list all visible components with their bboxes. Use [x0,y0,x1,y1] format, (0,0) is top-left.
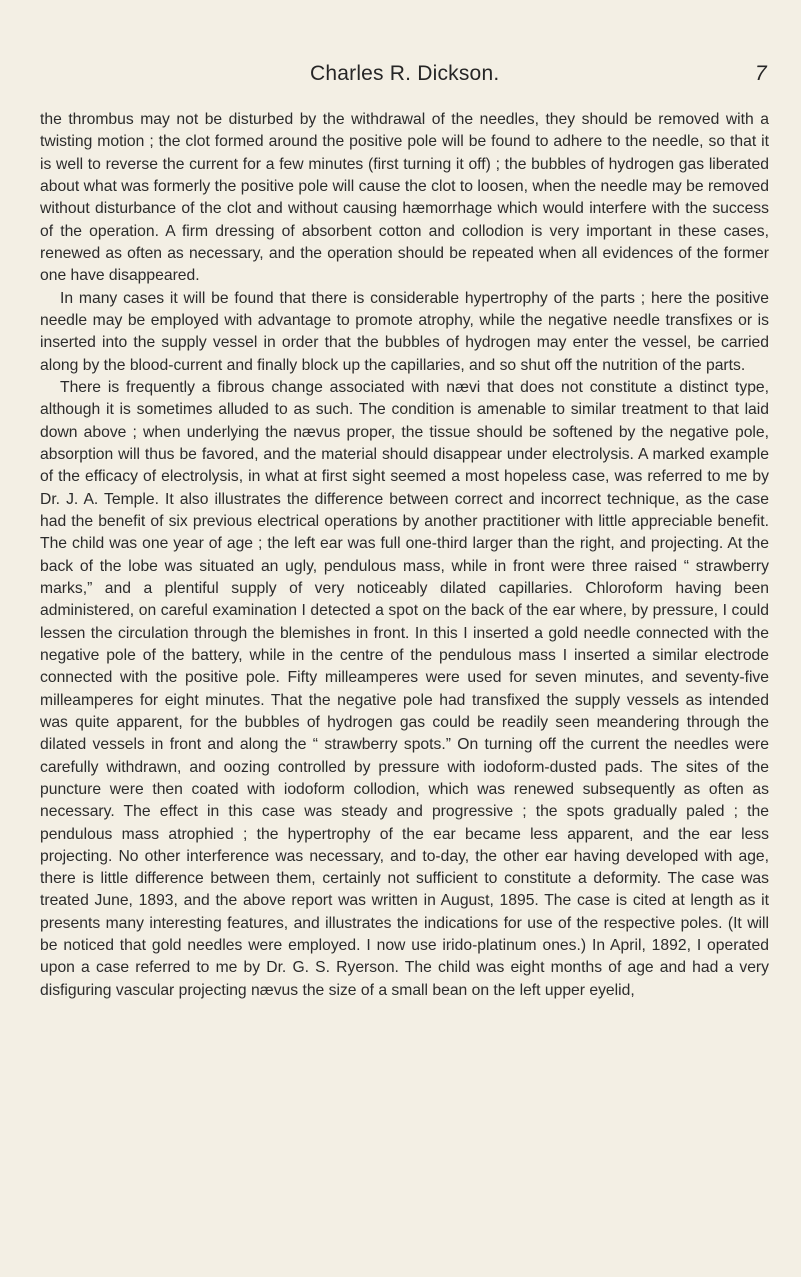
running-head [0,62,801,92]
running-title: Charles R. Dickson. [310,62,500,85]
paragraph-fibrous-change: There is frequently a fibrous change associated with nævi that does not constitute a distinct type, although it is sometimes alluded to as such. The condition is amenable to similar treatment to that laid down above ; when underlying the nævus proper, the tissue should be softened by the negative pole, absorption will thus be favored, and the material should disappear under electrolysis. A marked example of the efficacy of electrolysis, in what at first sight seemed a most hopeless case, was referred to me by Dr. J. A. Temple. It also illustrates the difference between correct and incorrect technique, as the case had the benefit of six previous electrical operations by another practitioner with little appreciable benefit. The child was one year of age ; the left ear was full one-third larger than the right, and projecting. At the back of the lobe was situated an ugly, pendulous mass, while in front were three raised “ strawberry marks,” and a plentiful supply of very noticeably dilated capillaries. Chloroform having been administered, on careful examination I detected a spot on the back of the ear where, by pressure, I could lessen the circulation through the blemishes in front. In this I inserted a gold needle connected with the negative pole of the battery, while in the centre of the pendulous mass I inserted a similar electrode connected with the positive pole. Fifty milleamperes were used for seven minutes, and seventy-five milleamperes for eight minutes. That the negative pole had transfixed the supply vessels as intended was quite apparent, for the bubbles of hydrogen gas could be readily seen meandering through the dilated vessels in front and along the “ strawberry spots.” On turning off the current the needles were carefully withdrawn, and oozing controlled by pressure with iodoform-dusted pads. The sites of the puncture were then coated with iodoform collodion, which was renewed subsequently as often as necessary. The effect in this case was steady and progressive ; the spots gradually paled ; the pendulous mass atrophied ; the hypertrophy of the ear became less apparent, and the ear less projecting. No other interference was necessary, and to-day, the other ear having developed with age, there is little difference between them, certainly not sufficient to constitute a deformity. The case was treated June, 1893, and the above report was written in August, 1895. The case is cited at length as it presents many interesting features, and illustrates the indications for use of the respective poles. (It will be noticed that gold needles were employed. I now use irido-platinum ones.) In April, 1892, I operated upon a case referred to me by Dr. G. S. Ryerson. The child was eight months of age and had a very disfiguring vascular projecting nævus the size of a small bean on the left upper eyelid, [40,378,769,999]
paragraph-continued: the thrombus may not be disturbed by the withdrawal of the needles, they should be removed with a twisting motion ; the clot formed around the positive pole will be found to adhere to the needle, so that it is well to reverse the current for a few minutes (first turning it off) ; the bubbles of hydrogen gas liberated about what was formerly the positive pole will cause the clot to loosen, when the needle may be removed without disturbance of the clot and without causing hæmorrhage which would interfere with the success of the operation. A firm dressing of absorbent cotton and collodion is very important in these cases, renewed as often as necessary, and the operation should be repeated when all evidences of the former one have disappeared. [40,111,769,285]
body-text [40,109,769,1002]
page-number: 7 [755,62,767,85]
paragraph-hypertrophy: In many cases it will be found that there is considerable hypertrophy of the parts ; here the positive needle may be employed with advantage to promote atrophy, while the negative needle transfixes or is inserted into the supply vessel in order that the bubbles of hydrogen may enter the vessel, be carried along by the blood-current and finally block up the capillaries, and so shut off the nutrition of the parts. [40,289,769,374]
